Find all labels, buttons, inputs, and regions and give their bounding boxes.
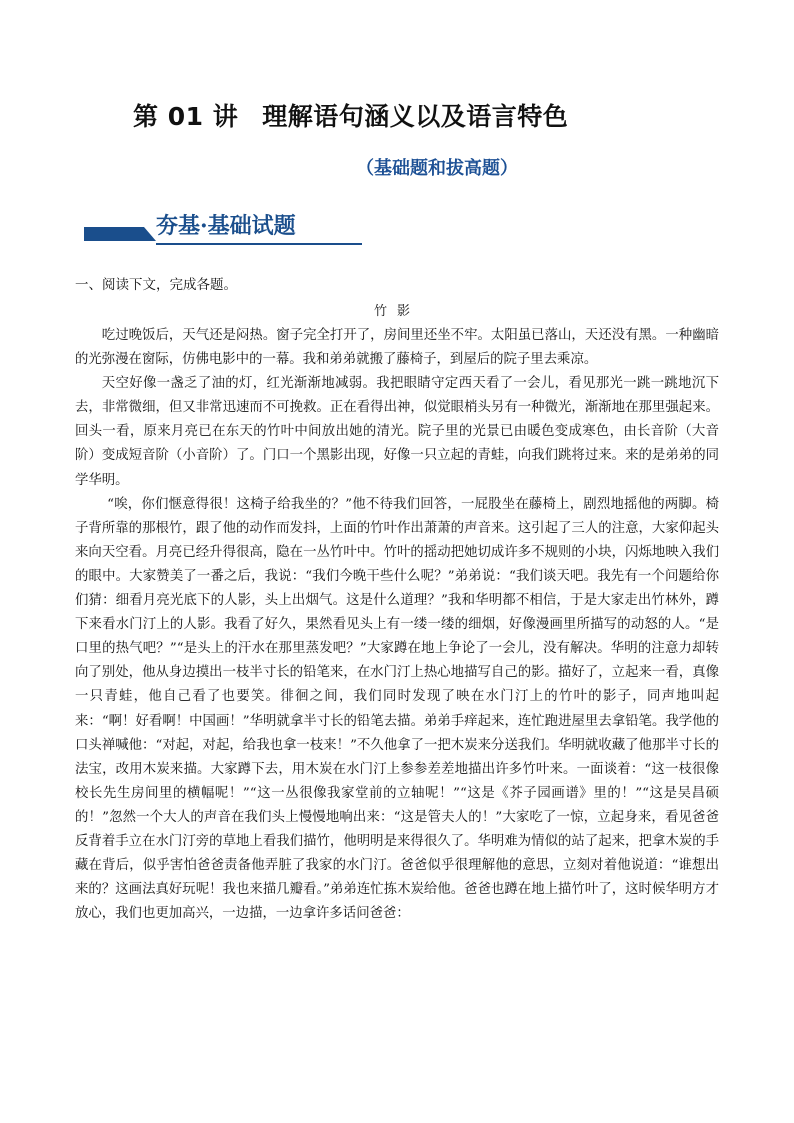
banner-slant-decoration: [144, 227, 156, 241]
section-heading: 夯基·基础试题: [156, 213, 296, 239]
section-banner: [84, 209, 364, 245]
article-paragraph: “唉，你们惬意得很！这椅子给我坐的？”他不待我们回答，一屁股坐在藤椅上，剧烈地摇他的两脚。椅子背所靠的那根竹，跟了他的动作而发抖，上面的竹叶作出萧萧的声音来。这引起了三人的注意，大家仰起头来向天空看。月亮已经升得很高，隐在一丛竹叶中。竹叶的摇动把她切成许多不规则的小块，闪烁地映入我们的眼中。大家赞美了一番之后，我说：“我们今晚干些什么呢？”弟弟说：“我们谈天吧。我先有一个问题给你们猜：细看月亮光底下的人影，头上出烟气。这是什么道理？”我和华明都不相信，于是大家走出竹林外，蹲下来看水门汀上的人影。我看了好久，果然看见头上有一缕一缕的细烟，好像漫画里所描写的动怒的人。“是口里的热气吧？”“是头上的汗水在那里蒸发吧？”大家蹲在地上争论了一会儿，没有解决。华明的注意力却转向了别处，他从身边摸出一枝半寸长的铅笔来，在水门汀上热心地描写自己的影。描好了，立起来一看，真像一只青蛙，他自己看了也要笑。徘徊之间，我们同时发现了映在水门汀上的竹叶的影子，同声地叫起来：“啊！好看啊！中国画！”华明就拿半寸长的铅笔去描。弟弟手痒起来，连忙跑进屋里去拿铅笔。我学他的口头禅喊他：“对起，对起，给我也拿一枝来！”不久他拿了一把木炭来分送我们。华明就收藏了他那半寸长的法宝，改用木炭来描。大家蹲下去，用木炭在水门汀上参参差差地描出许多竹叶来。一面谈着：“这一枝很像校长先生房间里的横幅呢！”“这一丛很像我家堂前的立轴呢！”“这是《芥子园画谱》里的！”“这是吴昌硕的！”忽然一个大人的声音在我们头上慢慢地响出来：“这是管夫人的！”大家吃了一惊，立起身来，看见爸爸反背着手立在水门汀旁的草地上看我们描竹，他明明是来得很久了。华明难为情似的站了起来，把拿木炭的手藏在背后，似乎害怕爸爸责备他弄脏了我家的水门汀。爸爸似乎很理解他的意思，立刻对着他说道：“谁想出来的？这画法真好玩呢！我也来描几瓣看。”弟弟连忙拣木炭给他。爸爸也蹲在地上描竹叶了，这时候华明方才放心，我们也更加高兴，一边描，一边拿许多话问爸爸：: [75, 496, 719, 922]
title-topic: 理解语句涵义以及语言特色: [262, 102, 569, 131]
article-title: 竹影: [373, 304, 420, 319]
article-paragraph: 天空好像一盏乏了油的灯，红光渐渐地减弱。我把眼睛守定西天看了一会儿，看见那光一跳一跳地沉下去，非常微细，但又非常迅速而不可挽救。正在看得出神，似觉眼梢头另有一种微光，渐渐地在那里强起来。回头一看，原来月亮已在东天的竹叶中间放出她的清光。院子里的光景已由暖色变成寒色，由长音阶（大音阶）变成短音阶（小音阶）了。门口一个黑影出现，好像一只立起的青蛙，向我们跳将过来。来的是弟弟的同学华明。: [75, 376, 719, 488]
question-prompt: 一、阅读下文，完成各题。: [75, 277, 237, 293]
section-underline: [156, 243, 362, 245]
banner-bar-decoration: [84, 227, 144, 241]
title-lesson: 第 01 讲: [133, 102, 239, 131]
page-subtitle: （基础题和拔高题）: [356, 158, 518, 179]
article-paragraph: 吃过晚饭后，天气还是闷热。窗子完全打开了，房间里还坐不牢。太阳虽已落山，天还没有黑。一种幽暗的光弥漫在窗际，仿佛电影中的一幕。我和弟弟就搬了藤椅子，到屋后的院子里去乘凉。: [75, 328, 719, 368]
article-body: [75, 324, 719, 926]
page-title: [133, 97, 568, 133]
